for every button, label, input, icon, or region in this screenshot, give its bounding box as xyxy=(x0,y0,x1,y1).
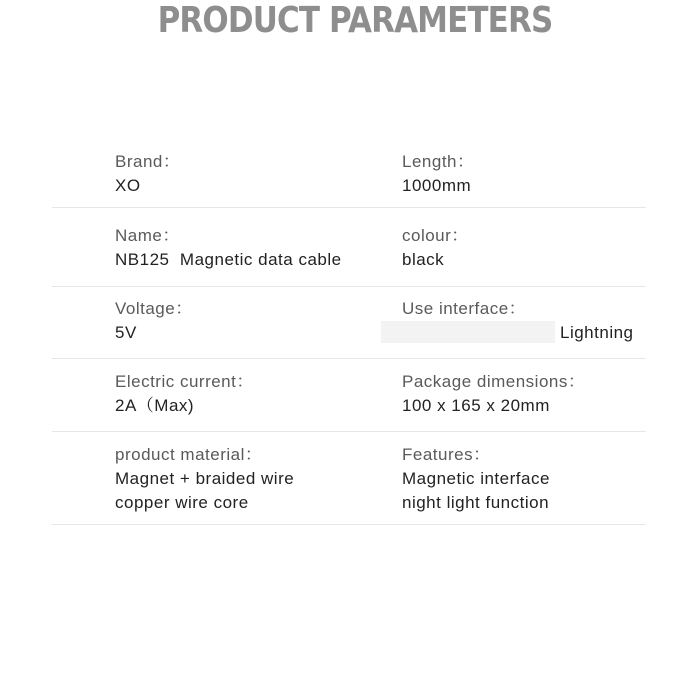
param-length xyxy=(402,150,475,198)
row-divider xyxy=(52,524,646,525)
param-value: 100 x 165 x 20mm xyxy=(402,396,550,415)
row-divider xyxy=(52,286,646,287)
param-brand xyxy=(115,150,180,198)
param-voltage xyxy=(115,297,193,345)
param-value: Magnetic interface xyxy=(402,469,550,488)
param-value-interface: Lightning xyxy=(560,323,634,342)
param-value: Magnet + braided wire xyxy=(115,469,295,488)
param-label: Voltage： xyxy=(115,299,193,318)
param-value: 1000mm xyxy=(402,176,472,195)
param-colour xyxy=(402,224,469,272)
param-label: colour： xyxy=(402,226,469,245)
param-value: NB125 Magnetic data cable xyxy=(115,250,342,269)
row-divider xyxy=(52,431,646,432)
param-value: black xyxy=(402,250,445,269)
param-package-dimensions xyxy=(402,370,585,418)
param-product-material xyxy=(115,443,294,515)
param-name xyxy=(115,224,342,272)
param-label: product material： xyxy=(115,445,263,464)
param-label: Name： xyxy=(115,226,180,245)
param-electric-current xyxy=(115,370,254,418)
param-label: Electric current： xyxy=(115,372,254,391)
param-label: Brand： xyxy=(115,152,181,171)
param-label: Package dimensions： xyxy=(402,372,586,391)
page-title: PRODUCT PARAMETERS xyxy=(157,0,553,41)
param-value: copper wire core xyxy=(115,493,249,512)
param-value: 5V xyxy=(115,323,137,342)
param-use-interface xyxy=(402,297,526,321)
param-label: Features： xyxy=(402,445,491,464)
row-divider xyxy=(52,207,646,208)
param-features xyxy=(402,443,550,515)
param-label: Use interface： xyxy=(402,299,527,318)
param-value: XO xyxy=(115,176,141,195)
param-label: Length： xyxy=(402,152,475,171)
row-divider xyxy=(52,358,646,359)
redacted-block xyxy=(381,321,555,343)
param-value: night light function xyxy=(402,493,550,512)
param-value: 2A（Max) xyxy=(115,396,195,415)
